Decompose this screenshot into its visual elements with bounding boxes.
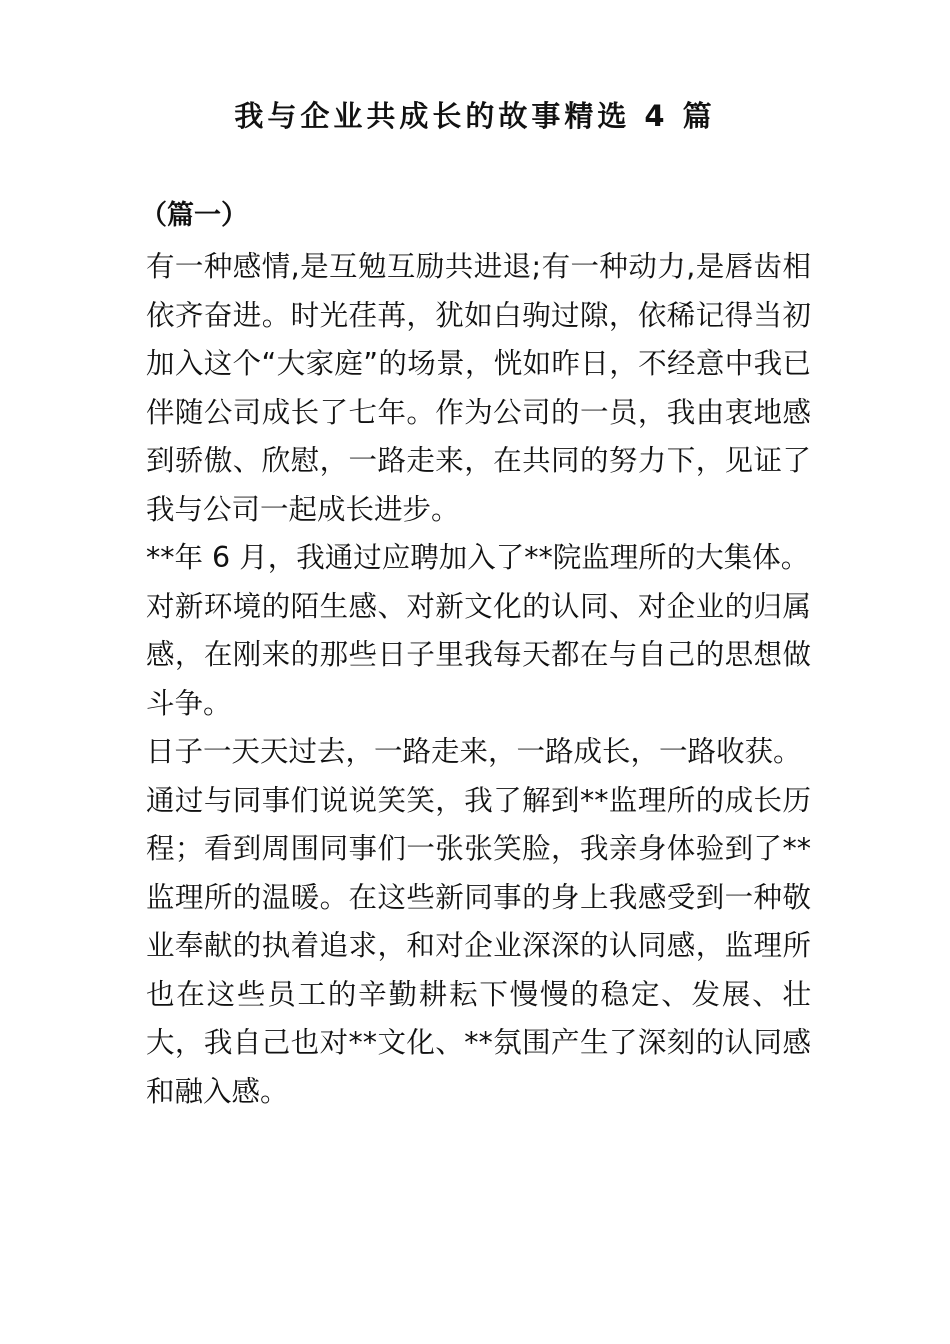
paragraph-3: 对新环境的陌生感、对新文化的认同、对企业的归属感，在刚来的那些日子里我每天都在与自己的思想做斗争。 [146,589,811,720]
document-body [146,243,811,1116]
paragraph-2: **年 6 月，我通过应聘加入了**院监理所的大集体。 [146,541,810,574]
paragraph-4: 日子一天天过去，一路走来，一路成长，一路收获。 [146,735,802,768]
paragraph-5: 通过与同事们说说笑笑，我了解到**监理所的成长历程；看到周围同事们一张张笑脸，我亲身体验到了**监理所的温暖。在这些新同事的身上我感受到一种敬业奉献的执着追求，和对企业深深的认同感，监理所也在这些员工的辛勤耕耘下慢慢的稳定、发展、壮大，我自己也对**文化、**氛围产生了深刻的认同感和融入感。 [146,783,811,1108]
document-title: 我与企业共成长的故事精选 4 篇 [234,99,716,133]
section-label: （篇一） [140,200,248,231]
paragraph-1: 有一种感情,是互勉互励共进退;有一种动力,是唇齿相依齐奋进。时光荏苒，犹如白驹过隙，依稀记得当初加入这个“大家庭”的场景，恍如昨日，不经意中我已伴随公司成长了七年。作为公司的一员，我由衷地感到骄傲、欣慰，一路走来，在共同的努力下，见证了我与公司一起成长进步。 [146,250,811,526]
